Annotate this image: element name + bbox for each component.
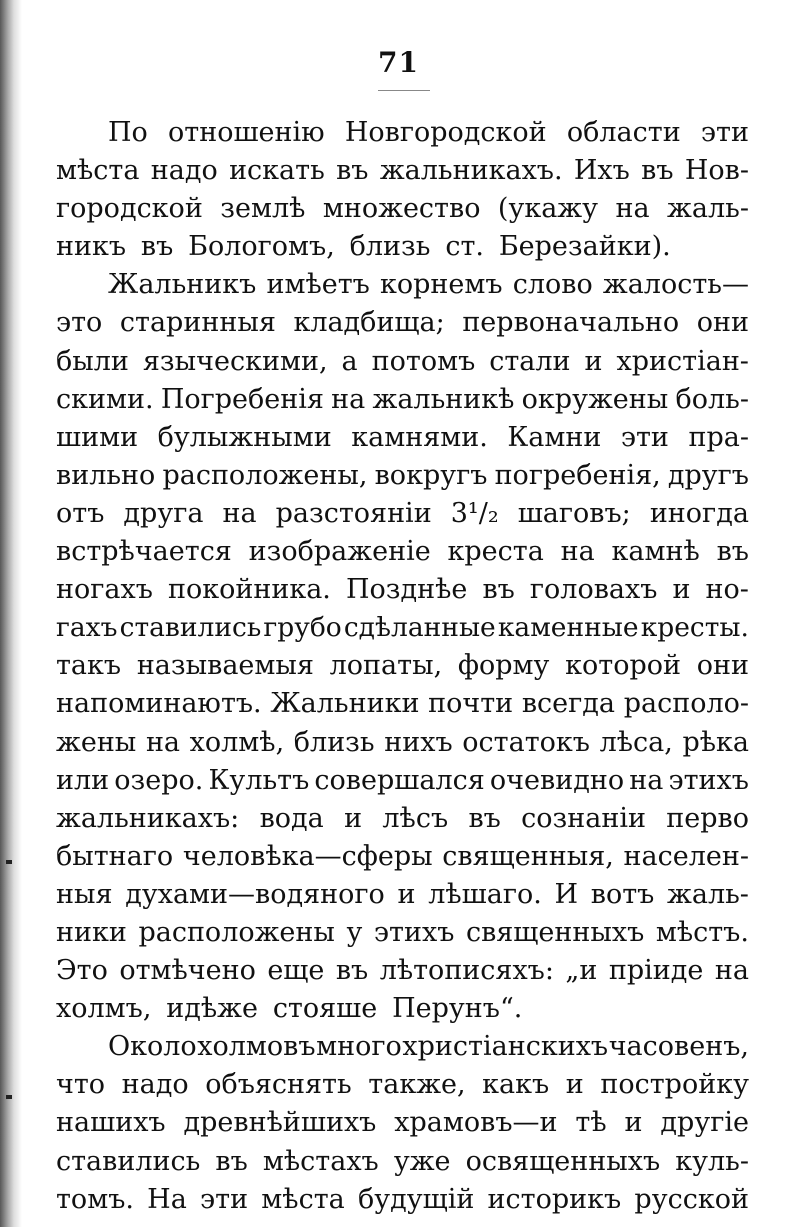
text-word: христіан- bbox=[616, 345, 749, 377]
text-line bbox=[56, 495, 749, 533]
text-word: грубо bbox=[263, 612, 342, 644]
text-word: холмовъ bbox=[197, 1031, 316, 1063]
text-word: близь bbox=[293, 726, 375, 758]
text-line bbox=[56, 1066, 749, 1104]
text-word: отмѣчено bbox=[119, 955, 256, 987]
text-word: Это bbox=[56, 955, 108, 987]
text-word: вильно bbox=[56, 459, 156, 491]
text-word: городской bbox=[56, 193, 203, 225]
text-line bbox=[56, 228, 749, 266]
text-word: области bbox=[566, 117, 681, 148]
text-word: окружены bbox=[521, 383, 669, 415]
text-word: называемыя bbox=[136, 650, 314, 682]
text-word: христіанскихъ bbox=[402, 1031, 609, 1063]
text-word: мѣста bbox=[261, 1183, 345, 1215]
text-word: вокругъ bbox=[374, 459, 488, 491]
text-word: первоначально bbox=[462, 307, 680, 339]
body-text bbox=[56, 114, 749, 1219]
text-word: на bbox=[331, 383, 366, 415]
text-word: жальникахъ. bbox=[379, 155, 563, 187]
text-word: форму bbox=[457, 650, 550, 682]
text-word: лѣтописяхъ: bbox=[379, 955, 554, 987]
text-word: надо bbox=[121, 1069, 189, 1101]
text-line bbox=[56, 685, 749, 723]
text-word: кладбища; bbox=[293, 307, 445, 339]
text-word: ногахъ bbox=[56, 574, 153, 606]
text-word: лѣса, bbox=[599, 726, 673, 758]
text-word: мѣстъ. bbox=[655, 916, 749, 948]
text-word: „и bbox=[565, 955, 598, 987]
text-word: и bbox=[584, 345, 603, 377]
text-word: имѣетъ bbox=[266, 269, 370, 301]
text-word: Бологомъ, bbox=[188, 231, 335, 263]
text-word: боль- bbox=[675, 383, 749, 415]
text-word: камнями. bbox=[351, 421, 488, 453]
text-line bbox=[56, 609, 749, 647]
text-word: жальникѣ bbox=[372, 383, 515, 415]
text-word: слово bbox=[512, 269, 593, 301]
text-line bbox=[56, 190, 749, 228]
text-word: куль- bbox=[675, 1145, 749, 1177]
text-word: жалость— bbox=[602, 269, 749, 301]
text-word: перво bbox=[666, 802, 749, 834]
text-word: Нов- bbox=[684, 155, 749, 187]
text-word: священныя, bbox=[442, 840, 614, 872]
text-word: на bbox=[714, 955, 749, 987]
text-word: этихъ bbox=[373, 916, 455, 948]
text-word: объяснять bbox=[205, 1069, 352, 1101]
text-word: Жальникъ bbox=[108, 269, 257, 301]
text-word: Погребенія bbox=[160, 383, 324, 415]
text-line bbox=[56, 800, 749, 838]
text-word: историкъ bbox=[487, 1183, 622, 1215]
text-word: древнѣйшихъ bbox=[183, 1107, 377, 1139]
text-word: вотъ bbox=[590, 878, 655, 910]
text-word: почти bbox=[428, 688, 514, 720]
text-word: постройку bbox=[600, 1069, 749, 1101]
text-word: томъ. bbox=[56, 1183, 134, 1215]
page-number-rule bbox=[378, 90, 430, 91]
text-word: покойника. bbox=[167, 574, 331, 606]
text-word: эти bbox=[200, 1183, 249, 1215]
text-word: на bbox=[145, 726, 181, 758]
text-word: нихъ bbox=[384, 726, 453, 758]
text-line bbox=[56, 990, 749, 1028]
text-word: совершался bbox=[314, 764, 485, 796]
text-word: корнемъ bbox=[380, 269, 503, 301]
text-word: располо- bbox=[623, 688, 749, 720]
text-line bbox=[56, 381, 749, 419]
text-word: стали bbox=[489, 345, 571, 377]
text-line bbox=[56, 343, 749, 381]
text-word: сознаніи bbox=[521, 802, 646, 834]
text-line bbox=[56, 647, 749, 685]
text-word: и bbox=[672, 574, 691, 606]
text-word: часовенъ, bbox=[608, 1031, 749, 1063]
text-word: такъ bbox=[56, 650, 122, 682]
text-line bbox=[56, 914, 749, 952]
text-word: На bbox=[147, 1183, 187, 1215]
text-line bbox=[56, 152, 749, 190]
text-word: или bbox=[56, 764, 110, 796]
text-word: стояше bbox=[272, 993, 378, 1025]
text-line bbox=[56, 1028, 749, 1066]
text-word: холмѣ, bbox=[189, 726, 285, 758]
text-word: скими. bbox=[56, 383, 154, 415]
text-word: старинныя bbox=[119, 307, 276, 339]
binding-mark bbox=[6, 1095, 12, 1099]
page-binding-edge bbox=[0, 0, 22, 1227]
text-word: священныхъ bbox=[465, 916, 645, 948]
text-word: пріиде bbox=[608, 955, 704, 987]
text-word: Культъ bbox=[208, 764, 310, 796]
text-line bbox=[56, 533, 749, 571]
text-word: озеро. bbox=[114, 764, 204, 796]
text-word: идѣже bbox=[166, 993, 258, 1025]
text-word: кресты. bbox=[640, 612, 749, 644]
text-line bbox=[56, 571, 749, 609]
text-word: шими bbox=[56, 421, 139, 453]
text-line bbox=[56, 457, 749, 495]
text-line bbox=[56, 952, 749, 990]
text-word: другіе bbox=[660, 1107, 749, 1139]
text-word: и bbox=[624, 1107, 643, 1139]
text-word: въ bbox=[716, 536, 749, 568]
text-line bbox=[56, 266, 749, 304]
text-line bbox=[56, 1143, 749, 1181]
text-word: эти bbox=[700, 117, 749, 148]
text-word: много bbox=[316, 1031, 402, 1063]
text-word: въ bbox=[335, 955, 369, 987]
text-word: въ bbox=[215, 1145, 248, 1177]
text-word: ставились bbox=[56, 1145, 201, 1177]
text-word: были bbox=[56, 345, 129, 377]
text-word: эти bbox=[620, 421, 669, 453]
text-line bbox=[56, 1104, 749, 1142]
text-word: на bbox=[222, 497, 257, 529]
text-word: креста bbox=[447, 536, 544, 568]
text-word: По bbox=[108, 117, 148, 148]
text-word: ныя bbox=[56, 878, 113, 910]
text-word: землѣ bbox=[220, 193, 306, 225]
text-word: а bbox=[341, 345, 358, 377]
text-word: погребенія, bbox=[494, 459, 661, 491]
text-word: никъ bbox=[56, 231, 127, 263]
binding-mark bbox=[6, 860, 12, 864]
text-line bbox=[56, 114, 749, 152]
text-word: языческими, bbox=[142, 345, 328, 377]
text-word: близь bbox=[349, 231, 431, 263]
text-line bbox=[56, 304, 749, 342]
text-word: жаль- bbox=[667, 878, 749, 910]
text-word: искать bbox=[229, 155, 325, 187]
text-line bbox=[56, 1181, 749, 1219]
text-word: это bbox=[56, 307, 103, 339]
text-word: духами—водяного bbox=[125, 878, 385, 910]
text-word: иногда bbox=[649, 497, 749, 529]
text-word: въ bbox=[482, 574, 515, 606]
text-word: изображеніе bbox=[248, 536, 431, 568]
text-word: жальникахъ: bbox=[56, 802, 240, 834]
text-word: населен- bbox=[623, 840, 749, 872]
text-word: въ bbox=[336, 155, 369, 187]
text-word: мѣстахъ bbox=[262, 1145, 379, 1177]
text-word: которой bbox=[565, 650, 682, 682]
text-word: встрѣчается bbox=[56, 536, 232, 568]
text-word: они bbox=[696, 650, 749, 682]
text-word: ст. bbox=[445, 231, 484, 263]
text-word: надо bbox=[150, 155, 218, 187]
text-line bbox=[56, 876, 749, 914]
text-word: этихъ bbox=[668, 764, 749, 796]
text-word: Около bbox=[108, 1031, 197, 1063]
text-word: Ихъ bbox=[573, 155, 630, 187]
text-word: холмъ, bbox=[56, 993, 152, 1025]
text-word: (укажу bbox=[497, 193, 599, 225]
text-word: также, bbox=[368, 1069, 466, 1101]
text-word: ставились bbox=[119, 612, 262, 644]
text-word: разстояніи bbox=[275, 497, 432, 529]
text-word: друга bbox=[123, 497, 204, 529]
text-word: всегда bbox=[521, 688, 616, 720]
text-word: нашихъ bbox=[56, 1107, 166, 1139]
text-word: будущій bbox=[357, 1183, 475, 1215]
text-word: рѣка bbox=[682, 726, 749, 758]
text-word: русской bbox=[634, 1183, 749, 1215]
text-word: еще bbox=[267, 955, 325, 987]
text-word: Позднѣе bbox=[345, 574, 468, 606]
text-word: лѣсъ bbox=[382, 802, 449, 834]
text-word: какъ bbox=[482, 1069, 550, 1101]
text-line bbox=[56, 724, 749, 762]
text-word: каменные bbox=[497, 612, 639, 644]
text-word: и bbox=[397, 878, 416, 910]
text-word: въ bbox=[468, 802, 501, 834]
text-line bbox=[56, 419, 749, 457]
text-line bbox=[56, 762, 749, 800]
text-word: головахъ bbox=[529, 574, 658, 606]
text-word: Камни bbox=[507, 421, 602, 453]
text-word: и bbox=[565, 1069, 584, 1101]
text-word: освященныхъ bbox=[465, 1145, 661, 1177]
text-line bbox=[56, 838, 749, 876]
text-word: храмовъ—и bbox=[394, 1107, 558, 1139]
text-word: остатокъ bbox=[462, 726, 590, 758]
text-word: другъ bbox=[667, 459, 749, 491]
text-word: напоминаютъ. bbox=[56, 688, 262, 720]
text-word: сдѣланные bbox=[343, 612, 496, 644]
text-word: мѣста bbox=[56, 155, 140, 187]
text-word: но- bbox=[705, 574, 749, 606]
text-word: Жальники bbox=[270, 688, 420, 720]
text-word: они bbox=[696, 307, 749, 339]
text-word: Березайки). bbox=[498, 231, 671, 263]
text-word: И bbox=[554, 878, 579, 910]
text-word: булыжными bbox=[157, 421, 332, 453]
text-word: бытнаго bbox=[56, 840, 174, 872]
text-word: жаль- bbox=[667, 193, 749, 225]
text-word: множество bbox=[322, 193, 481, 225]
text-word: что bbox=[56, 1069, 106, 1101]
text-word: у bbox=[346, 916, 363, 948]
text-word: Перунъ“. bbox=[392, 993, 523, 1025]
text-word: очевидно bbox=[489, 764, 625, 796]
text-word: отношенію bbox=[168, 117, 325, 148]
text-word: тѣ bbox=[575, 1107, 607, 1139]
text-word: уже bbox=[393, 1145, 451, 1177]
text-word: Новгородской bbox=[344, 117, 547, 148]
text-word: гахъ bbox=[56, 612, 118, 644]
text-word: шаговъ; bbox=[517, 497, 631, 529]
text-word: вода bbox=[259, 802, 324, 834]
text-word: расположены bbox=[138, 916, 335, 948]
text-word: 3¹/₂ bbox=[450, 497, 499, 529]
text-word: на bbox=[615, 193, 650, 225]
text-word: отъ bbox=[56, 497, 105, 529]
text-word: на bbox=[629, 764, 664, 796]
text-word: ники bbox=[56, 916, 127, 948]
text-word: въ bbox=[641, 155, 674, 187]
text-word: на bbox=[560, 536, 595, 568]
text-word: расположены, bbox=[162, 459, 368, 491]
text-word: лѣшаго. bbox=[428, 878, 542, 910]
text-word: жены bbox=[56, 726, 137, 758]
text-word: потомъ bbox=[371, 345, 476, 377]
text-word: камнѣ bbox=[611, 536, 700, 568]
text-word: человѣка—сферы bbox=[182, 840, 433, 872]
page-number: 71 bbox=[378, 46, 419, 79]
text-word: и bbox=[344, 802, 363, 834]
text-word: лопаты, bbox=[329, 650, 443, 682]
text-word: пра- bbox=[688, 421, 749, 453]
text-word: въ bbox=[140, 231, 174, 263]
